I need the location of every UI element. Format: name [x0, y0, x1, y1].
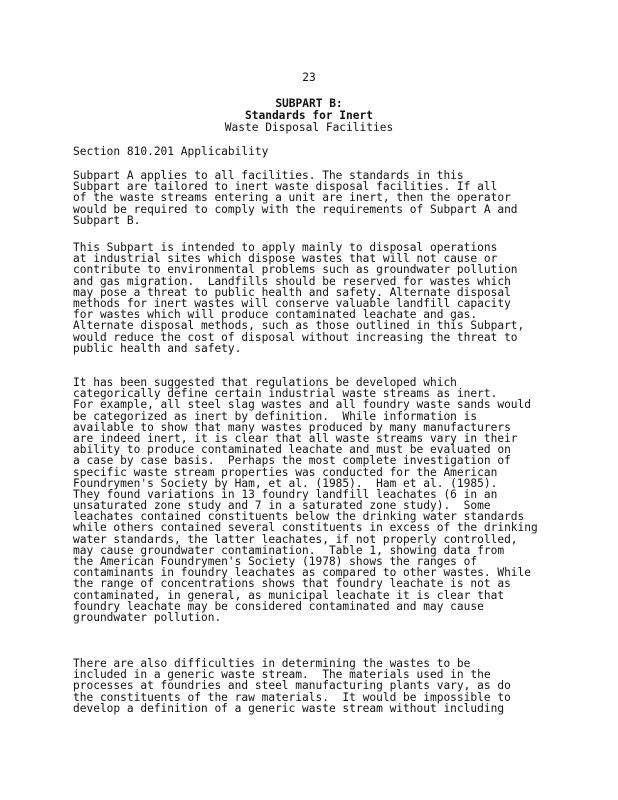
paragraph-line: of the waste streams entering a unit are inert, then the operator [73, 191, 511, 205]
paragraph-line: may pose a threat to public health and safety. Alternate disposal [73, 285, 511, 299]
paragraph-line: while others contained several constituents in excess of the drinking [73, 521, 538, 535]
paragraph-line: categorically define certain industrial waste streams as inert. [73, 387, 498, 401]
paragraph-line: leachates contained constituents below the drinking water standards [73, 510, 525, 524]
subpart-title: Standards for Inert [245, 109, 373, 122]
paragraph-line: foundry leachate may be considered contaminated and may cause [73, 599, 484, 613]
paragraph-line: contaminants in foundry leachates as compared to other wastes. While [73, 566, 532, 580]
paragraph-line: groundwater pollution. [73, 610, 222, 624]
paragraph-line: Subpart B. [73, 213, 141, 227]
paragraph-line: This Subpart is intended to apply mainly to disposal operations [73, 241, 498, 254]
paragraph [73, 170, 553, 226]
paragraph-line: contribute to environmental problems such as groundwater pollution [73, 263, 518, 277]
paragraph-line: It has been suggested that regulations be developed which [73, 376, 457, 389]
paragraph [73, 658, 553, 714]
paragraph-line: methods for inert wastes will conserve valuable landfill capacity [73, 296, 511, 310]
paragraph-line: at industrial sites which dispose wastes that will not cause or [73, 252, 498, 266]
paragraph-line: ability to produce contaminated leachate and must be evaluated on [73, 443, 511, 457]
paragraph-line: Subpart are tailored to inert waste disposal facilities. If all [73, 180, 498, 194]
paragraph-line: Subpart A applies to all facilities. The standards in this [73, 169, 464, 182]
paragraph-line: develop a definition of a generic waste stream without including [73, 701, 505, 715]
paragraph-line: the constituents of the raw materials. It would be impossible to [73, 690, 511, 704]
paragraph-line: would be required to comply with the requirements of Subpart A and [73, 202, 518, 216]
paragraph-line: the range of concentrations shows that foundry leachate is not as [73, 577, 511, 591]
subpart-heading: SUBPART B: [275, 97, 343, 110]
paragraph-line: unsaturated zone study and 7 in a saturated zone study). Some [73, 499, 491, 513]
paragraph-line: specific waste stream properties was conducted for the American [73, 465, 498, 479]
paragraph-line: and gas migration. Landfills should be reserved for wastes which [73, 274, 511, 288]
paragraph-line: They found variations in 13 foundry landfill leachates (6 in an [73, 487, 498, 501]
paragraph-line: For example, all steel slag wastes and all foundry waste sands would [73, 398, 532, 412]
paragraph-line: There are also difficulties in determining the wastes to be [73, 657, 471, 670]
paragraph [73, 377, 553, 623]
subpart-subtitle: Waste Disposal Facilities [224, 121, 394, 134]
paragraph-line: contaminated, in general, as municipal leachate it is clear that [73, 588, 505, 602]
paragraph-line: Foundrymen's Society by Ham, et al. (1985). Ham et al. (1985). [73, 476, 498, 490]
paragraph-line: may cause groundwater contamination. Table 1, showing data from [73, 543, 505, 557]
paragraph-line: for wastes which will produce contaminated leachate and gas. [73, 308, 478, 322]
paragraph-line: included in a generic waste stream. The materials used in the [73, 668, 491, 682]
paragraph-line: public health and safety. [73, 341, 242, 355]
section-title: Section 810.201 Applicability [73, 145, 269, 158]
paragraph-line: available to show that many wastes produced by many manufacturers [73, 420, 511, 434]
page-number: 23 [302, 71, 316, 84]
paragraph-line: Alternate disposal methods, such as those outlined in this Subpart, [73, 319, 525, 333]
paragraph-line: processes at foundries and steel manufacturing plants vary, as do [73, 679, 511, 693]
paragraph-line: are indeed inert, it is clear that all waste streams vary in their [73, 431, 518, 445]
paragraph-line: a case by case basis. Perhaps the most complete investigation of [73, 454, 511, 468]
paragraph-line: would reduce the cost of disposal without increasing the threat to [73, 330, 518, 344]
paragraph-line: water standards, the latter leachates, if not properly controlled, [73, 532, 518, 546]
paragraph-line: the American Foundrymen's Society (1978) shows the ranges of [73, 555, 478, 568]
paragraph-line: be categorized as inert by definition. While information is [73, 409, 478, 423]
paragraph [73, 242, 553, 354]
